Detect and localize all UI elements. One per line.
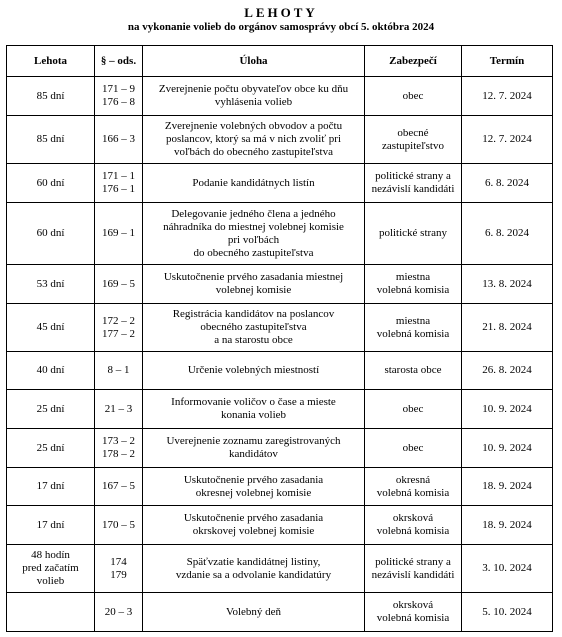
cell-line: obec bbox=[402, 402, 424, 415]
cell-line: Delegovanie jedného člena a jedného bbox=[171, 207, 336, 220]
cell-termin bbox=[462, 390, 553, 429]
cell-termin bbox=[462, 265, 553, 304]
cell-uloha bbox=[143, 203, 365, 265]
cell-termin bbox=[462, 468, 553, 506]
cell-line: 85 dní bbox=[36, 89, 65, 102]
cell-line: 13. 8. 2024 bbox=[482, 277, 532, 290]
cell-ods bbox=[95, 429, 143, 468]
table-row bbox=[7, 506, 553, 545]
cell-lehota bbox=[7, 304, 95, 352]
cell-line: Späťvzatie kandidátnej listiny, bbox=[186, 555, 321, 568]
cell-lehota bbox=[7, 468, 95, 506]
cell-line: 8 – 1 bbox=[107, 364, 130, 376]
cell-line: nezávislí kandidáti bbox=[371, 183, 455, 195]
cell-uloha bbox=[143, 545, 365, 593]
cell-line: obec bbox=[402, 441, 424, 454]
cell-ods bbox=[95, 468, 143, 506]
cell-line: politické strany a bbox=[375, 170, 451, 182]
cell-ods bbox=[95, 506, 143, 545]
deadlines-table bbox=[6, 45, 553, 632]
cell-line: nezávislí kandidáti bbox=[371, 568, 455, 581]
cell-line: 176 – 1 bbox=[102, 183, 135, 195]
cell-uloha bbox=[143, 304, 365, 352]
cell-lehota bbox=[7, 390, 95, 429]
cell-line: volebná komisia bbox=[376, 525, 450, 537]
cell-line: náhradníka do miestnej volebnej komisie bbox=[163, 220, 344, 233]
cell-zabezpeci bbox=[365, 429, 462, 468]
cell-ods bbox=[95, 77, 143, 116]
cell-line: volebnej komisie bbox=[215, 284, 292, 296]
cell-line: okrsková bbox=[392, 599, 434, 611]
table-row bbox=[7, 545, 553, 593]
cell-line: 25 dní bbox=[36, 441, 65, 454]
cell-line: obecného zastupiteľstva bbox=[200, 321, 307, 333]
cell-ods bbox=[95, 265, 143, 304]
cell-line: 6. 8. 2024 bbox=[485, 176, 529, 189]
cell-ods bbox=[95, 304, 143, 352]
cell-termin bbox=[462, 352, 553, 390]
cell-line: 176 – 8 bbox=[102, 96, 135, 108]
cell-line: politické strany bbox=[378, 227, 448, 239]
cell-line: 20 – 3 bbox=[104, 605, 133, 618]
cell-lehota bbox=[7, 593, 95, 632]
cell-line: 60 dní bbox=[36, 227, 65, 239]
cell-ods bbox=[95, 116, 143, 164]
cell-line: 5. 10. 2024 bbox=[482, 605, 532, 618]
cell-line: do obecného zastupiteľstva bbox=[193, 246, 314, 259]
cell-line: Uskutočnenie prvého zasadania bbox=[183, 512, 324, 524]
cell-line: 17 dní bbox=[36, 518, 65, 531]
cell-line: obecné bbox=[397, 126, 429, 139]
column-header-lehota: Lehota bbox=[7, 46, 95, 77]
cell-ods bbox=[95, 593, 143, 632]
cell-termin bbox=[462, 203, 553, 265]
cell-line: 172 – 2 bbox=[102, 314, 135, 327]
cell-line: a na starostu obce bbox=[214, 334, 293, 346]
cell-line: Uskutočnenie prvého zasadania miestnej bbox=[163, 271, 344, 283]
cell-line: 167 – 5 bbox=[102, 480, 135, 492]
cell-lehota bbox=[7, 506, 95, 545]
cell-line: 21. 8. 2024 bbox=[482, 321, 532, 333]
table-body bbox=[7, 77, 553, 632]
cell-line: 18. 9. 2024 bbox=[482, 518, 532, 531]
cell-zabezpeci bbox=[365, 203, 462, 265]
cell-line: 166 – 3 bbox=[102, 133, 135, 145]
cell-zabezpeci bbox=[365, 545, 462, 593]
cell-line: 10. 9. 2024 bbox=[482, 402, 532, 415]
cell-line: Uskutočnenie prvého zasadania bbox=[183, 473, 324, 486]
cell-line: 169 – 1 bbox=[102, 227, 135, 239]
cell-line: okrskovej volebnej komisie bbox=[192, 525, 315, 537]
cell-termin bbox=[462, 77, 553, 116]
cell-termin bbox=[462, 506, 553, 545]
cell-zabezpeci bbox=[365, 506, 462, 545]
cell-line: 48 hodín bbox=[31, 549, 70, 561]
column-header-termin: Termín bbox=[462, 46, 553, 77]
cell-zabezpeci bbox=[365, 116, 462, 164]
cell-zabezpeci bbox=[365, 390, 462, 429]
cell-line: 169 – 5 bbox=[102, 277, 135, 290]
cell-uloha bbox=[143, 116, 365, 164]
cell-line: 179 bbox=[110, 568, 127, 581]
cell-uloha bbox=[143, 352, 365, 390]
table-row bbox=[7, 203, 553, 265]
table-row bbox=[7, 116, 553, 164]
cell-line: volieb bbox=[36, 575, 65, 587]
cell-lehota bbox=[7, 164, 95, 203]
cell-line: 60 dní bbox=[36, 176, 65, 189]
cell-line: vyhlásenia volieb bbox=[214, 96, 293, 108]
cell-uloha bbox=[143, 468, 365, 506]
cell-uloha bbox=[143, 77, 365, 116]
cell-uloha bbox=[143, 164, 365, 203]
table-row bbox=[7, 164, 553, 203]
page-subtitle: na vykonanie volieb do orgánov samosprávy obcí 5. októbra 2024 bbox=[127, 21, 435, 33]
cell-line: pri voľbách bbox=[227, 233, 280, 246]
cell-line: 40 dní bbox=[36, 364, 65, 376]
cell-line: Volebný deň bbox=[225, 605, 282, 618]
cell-uloha bbox=[143, 506, 365, 545]
cell-termin bbox=[462, 116, 553, 164]
cell-line: 25 dní bbox=[36, 402, 65, 415]
table-row bbox=[7, 352, 553, 390]
cell-line: volebná komisia bbox=[376, 486, 450, 499]
table-row bbox=[7, 390, 553, 429]
cell-line: 170 – 5 bbox=[102, 518, 135, 531]
cell-lehota bbox=[7, 352, 95, 390]
cell-uloha bbox=[143, 390, 365, 429]
table-row bbox=[7, 468, 553, 506]
cell-line: zastupiteľstvo bbox=[382, 139, 444, 152]
cell-line: poslancov, ktorý sa má v nich zvoliť pri bbox=[165, 133, 342, 145]
cell-line: volebná komisia bbox=[376, 612, 450, 624]
cell-termin bbox=[462, 164, 553, 203]
cell-line: konania volieb bbox=[220, 409, 287, 421]
cell-zabezpeci bbox=[365, 77, 462, 116]
table-header-row bbox=[7, 46, 553, 77]
cell-ods bbox=[95, 164, 143, 203]
cell-line: 21 – 3 bbox=[104, 402, 133, 415]
cell-ods bbox=[95, 352, 143, 390]
table-row bbox=[7, 265, 553, 304]
cell-line: obec bbox=[402, 89, 424, 102]
table-row bbox=[7, 593, 553, 632]
cell-lehota bbox=[7, 265, 95, 304]
cell-lehota bbox=[7, 77, 95, 116]
cell-line: 6. 8. 2024 bbox=[485, 227, 529, 239]
cell-lehota bbox=[7, 429, 95, 468]
cell-line: 17 dní bbox=[36, 480, 65, 492]
cell-line: 174 bbox=[110, 555, 127, 568]
cell-line: Zverejnenie volebných obvodov a počtu bbox=[164, 120, 343, 132]
cell-zabezpeci bbox=[365, 593, 462, 632]
cell-ods bbox=[95, 203, 143, 265]
cell-line: 12. 7. 2024 bbox=[482, 89, 532, 102]
cell-line: okrsková bbox=[392, 512, 434, 524]
cell-line: 18. 9. 2024 bbox=[482, 480, 532, 492]
cell-line: Registrácia kandidátov na poslancov bbox=[172, 308, 335, 320]
column-header-uloha: Úloha bbox=[143, 46, 365, 77]
column-header-paragraph: § – ods. bbox=[95, 46, 143, 77]
table-row bbox=[7, 77, 553, 116]
cell-uloha bbox=[143, 429, 365, 468]
page-title: LEHOTY bbox=[244, 5, 318, 20]
cell-zabezpeci bbox=[365, 265, 462, 304]
cell-line: 10. 9. 2024 bbox=[482, 441, 532, 454]
cell-zabezpeci bbox=[365, 468, 462, 506]
cell-termin bbox=[462, 429, 553, 468]
cell-line: Určenie volebných miestností bbox=[187, 364, 320, 376]
cell-line: Podanie kandidátnych listín bbox=[192, 176, 315, 189]
cell-line: 26. 8. 2024 bbox=[482, 364, 532, 376]
cell-uloha bbox=[143, 265, 365, 304]
cell-line: politické strany a bbox=[375, 555, 451, 568]
table-row bbox=[7, 429, 553, 468]
column-header-zabezpeci: Zabezpečí bbox=[365, 46, 462, 77]
cell-lehota bbox=[7, 203, 95, 265]
cell-line: 45 dní bbox=[36, 321, 65, 333]
cell-line: vzdanie sa a odvolanie kandidatúry bbox=[175, 568, 332, 581]
cell-lehota bbox=[7, 116, 95, 164]
cell-lehota bbox=[7, 545, 95, 593]
cell-line: miestna bbox=[395, 271, 431, 283]
cell-line: 177 – 2 bbox=[102, 327, 135, 340]
cell-line: 53 dní bbox=[36, 277, 65, 290]
cell-ods bbox=[95, 545, 143, 593]
cell-line: Informovanie voličov o čase a mieste bbox=[171, 396, 336, 408]
cell-ods bbox=[95, 390, 143, 429]
cell-line: pred začatím bbox=[22, 562, 79, 574]
cell-line: kandidátov bbox=[229, 448, 278, 460]
cell-line: 171 – 1 bbox=[102, 170, 135, 182]
cell-line: 12. 7. 2024 bbox=[482, 133, 532, 145]
cell-termin bbox=[462, 545, 553, 593]
cell-uloha bbox=[143, 593, 365, 632]
cell-line: okresnej volebnej komisie bbox=[195, 486, 312, 499]
cell-zabezpeci bbox=[365, 304, 462, 352]
cell-line: 173 – 2 bbox=[102, 435, 135, 447]
cell-line: volebná komisia bbox=[376, 284, 450, 296]
cell-line: 3. 10. 2024 bbox=[482, 562, 532, 574]
cell-line: 178 – 2 bbox=[102, 448, 135, 460]
cell-line: 85 dní bbox=[36, 133, 65, 145]
cell-line: Zverejnenie počtu obyvateľov obce ku dňu bbox=[158, 83, 349, 95]
cell-zabezpeci bbox=[365, 352, 462, 390]
cell-termin bbox=[462, 593, 553, 632]
cell-line: starosta obce bbox=[384, 364, 442, 376]
cell-line: 171 – 9 bbox=[102, 83, 135, 95]
cell-line: voľbách do obecného zastupiteľstva bbox=[174, 146, 333, 158]
cell-line: volebná komisia bbox=[376, 327, 450, 340]
cell-line: miestna bbox=[395, 314, 431, 327]
cell-line: Uverejnenie zoznamu zaregistrovaných bbox=[166, 435, 341, 447]
table-row bbox=[7, 304, 553, 352]
cell-termin bbox=[462, 304, 553, 352]
cell-line: okresná bbox=[395, 473, 431, 486]
cell-zabezpeci bbox=[365, 164, 462, 203]
